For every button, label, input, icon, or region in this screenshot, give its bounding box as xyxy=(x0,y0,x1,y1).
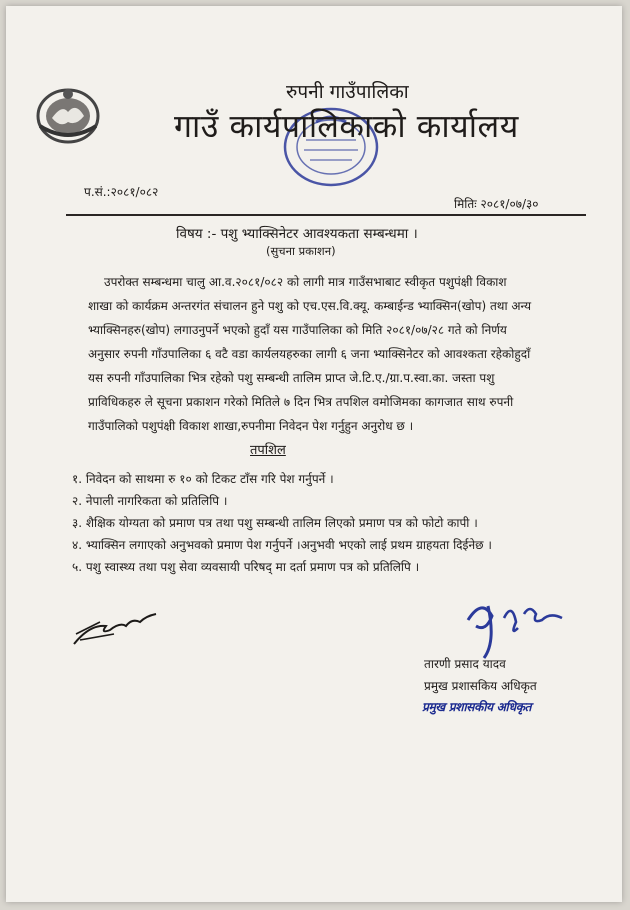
body-line: भ्याक्सिनहरु(खोप) लगाउनुपर्ने भएको हुदाँ यस गाउँपालिका को मिति २०८१/०७/२८ गते को निर्णय xyxy=(88,323,507,337)
body-line: उपरोक्त सम्बन्धमा चालु आ.व.२०८१/०८२ को लागी मात्र गाउँसभाबाट स्वीकृत पशुपंक्षी विकाश xyxy=(104,275,507,289)
body-line: अनुसार रुपनी गाँउपालिका ६ वटै वडा कार्यलयहरुका लागी ६ जना भ्याक्सिनेटर को आवश्कता रहेकोहुदाँ xyxy=(88,347,531,361)
list-item: १. निवेदन को साथमा रु १० को टिकट टाँस गरि पेश गर्नुपर्ने । xyxy=(72,472,334,486)
body-line: गाउँपालिको पशुपंक्षी विकाश शाखा,रुपनीमा निवेदन पेश गर्नुहुन अनुरोध छ । xyxy=(88,419,414,433)
header-divider xyxy=(66,214,586,216)
list-item: ४. भ्याक्सिन लगाएको अनुभवको प्रमाण पेश गर्नुपर्ने ।अनुभवी भएको लाई प्रथम ग्राहयता दिईनेछ । xyxy=(72,538,492,552)
letter-date: मितिः २०८१/०७/३० xyxy=(454,197,539,211)
notice-label: (सुचना प्रकाशन) xyxy=(266,244,336,258)
office-name: रुपनी गाउँपालिका xyxy=(286,81,409,103)
body-line: प्राविधिकहरु ले सूचना प्रकाशन गरेको मितिले ७ दिन भित्र तपशिल वमोजिमका कागजात साथ रुपनी xyxy=(88,395,514,409)
body-line: शाखा को कार्यक्रम अन्तरगंत संचालन हुने पशु को एच.एस.वि.क्यू. कम्बाईन्ड भ्याक्सिन(खोप) तथा अन्य xyxy=(88,299,532,313)
list-item: ३. शैक्षिक योग्यता को प्रमाण पत्र तथा पशु सम्बन्धी तालिम लिएको प्रमाण पत्र को फोटो कापी । xyxy=(72,516,478,530)
body-line: यस रुपनी गाँउपालिका भित्र रहेको पशु सम्बन्धी तालिम प्राप्त जे.टि.ए./ग्रा.प.स्वा.का. जस्ता पशु xyxy=(88,371,495,385)
reference-number: प.सं.:२०८१/०८२ xyxy=(84,185,159,199)
officer-signature-icon xyxy=(458,592,568,662)
nepal-emblem-icon xyxy=(32,82,104,146)
tapsil-heading: तपशिल xyxy=(250,443,286,458)
signatory-designation: प्रमुख प्रशासकिय अधिकृत xyxy=(424,679,537,693)
subject-line: विषय :- पशु भ्याक्सिनेटर आवश्यकता सम्बन्धमा । xyxy=(176,226,418,242)
office-title: गाउँ कार्यपालिकाको कार्यालय xyxy=(174,107,519,145)
letter-sheet xyxy=(6,6,622,902)
designation-seal: प्रमुख प्रशासकीय अधिकृत xyxy=(422,700,532,714)
signatory-name: तारणी प्रसाद यादव xyxy=(424,657,506,671)
list-item: २. नेपाली नागरिकता को प्रतिलिपि । xyxy=(72,494,228,508)
list-item: ५. पशु स्वास्थ्य तथा पशु सेवा व्यवसायी परिषद् मा दर्ता प्रमाण पत्र को प्रतिलिपि । xyxy=(72,560,420,574)
initial-signature-icon xyxy=(70,604,160,650)
